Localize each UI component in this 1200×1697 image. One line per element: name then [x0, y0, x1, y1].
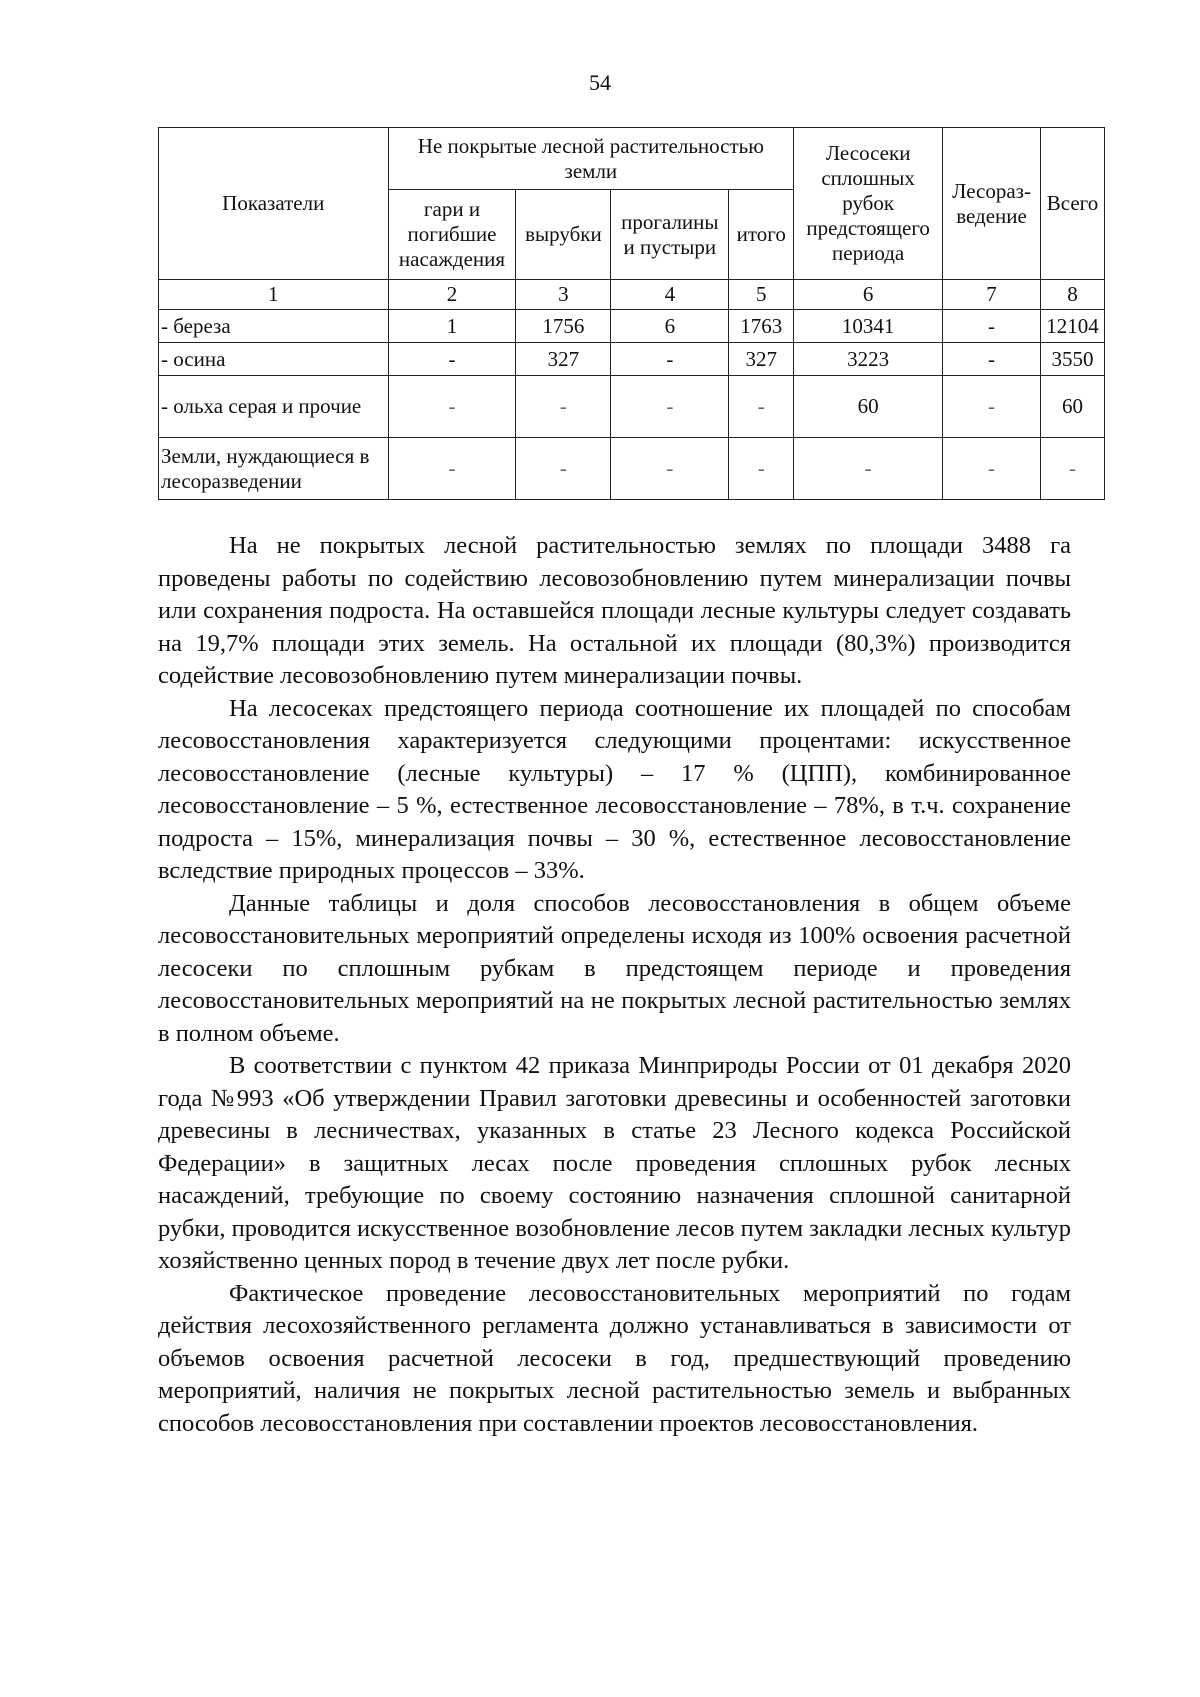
cell-clearcuts: - [516, 376, 611, 438]
cell-afforestation: - [943, 343, 1041, 376]
header-indicators: Показатели [159, 128, 389, 280]
cell-glades: - [611, 438, 729, 500]
cell-cutting: 60 [794, 376, 943, 438]
cell-burned: - [388, 438, 516, 500]
table-row-alder [159, 376, 1105, 438]
table-header-row-1 [159, 128, 1105, 190]
body-text [158, 530, 1071, 1440]
cell-subtotal: - [729, 376, 794, 438]
cell-burned: 1 [388, 310, 516, 343]
column-numbers-row [159, 280, 1105, 310]
cell-burned: - [388, 343, 516, 376]
column-number: 3 [516, 280, 611, 310]
table-row-aspen [159, 343, 1105, 376]
header-clearcuts: вырубки [516, 190, 611, 280]
cell-afforestation: - [943, 310, 1041, 343]
row-label: - ольха серая и прочие [159, 376, 389, 438]
cell-total: 3550 [1041, 343, 1105, 376]
row-label: - осина [159, 343, 389, 376]
header-afforestation: Лесораз-ведение [943, 128, 1041, 280]
paragraph: Данные таблицы и доля способов лесовосстановления в общем объеме лесовосстановительных мероприятий определены исходя из 100% освоения расчетной лесосеки по сплошным рубкам в предстоящем периоде и проведения лесовосстановительных мероприятий на не покрытых лесной растительностью землях в полном объеме. [158, 889, 1071, 1047]
header-not-covered-lands: Не покрытые лесной растительностью земли [388, 128, 794, 190]
row-label: - береза [159, 310, 389, 343]
cell-cutting: 10341 [794, 310, 943, 343]
table-row-birch [159, 310, 1105, 343]
column-number: 2 [388, 280, 516, 310]
cell-subtotal: 1763 [729, 310, 794, 343]
cell-afforestation: - [943, 376, 1041, 438]
cell-glades: 6 [611, 310, 729, 343]
cell-clearcuts: - [516, 438, 611, 500]
paragraph: В соответствии с пунктом 42 приказа Минприроды России от 01 декабря 2020 года №993 «Об утверждении Правил заготовки древесины и особенностей заготовки древесины в лесничествах, указанных в статье 23 Лесного кодекса Российской Федерации» в защитных лесах после проведения сплошных рубок лесных насаждений, требующие по своему состоянию назначения сплошной санитарной рубки, проводится искусственное возобновление лесов путем закладки лесных культур хозяйственно ценных пород в течение двух лет после рубки. [158, 1052, 1072, 1274]
row-label: Земли, нуждающиеся в лесоразведении [159, 438, 389, 500]
cell-total: - [1041, 438, 1105, 500]
column-number: 1 [159, 280, 389, 310]
cell-total: 12104 [1041, 310, 1105, 343]
column-number: 7 [943, 280, 1041, 310]
cell-subtotal: - [729, 438, 794, 500]
cell-clearcuts: 327 [516, 343, 611, 376]
cell-cutting: - [794, 438, 943, 500]
cell-glades: - [611, 343, 729, 376]
header-subtotal: итого [729, 190, 794, 280]
cell-subtotal: 327 [729, 343, 794, 376]
cell-glades: - [611, 376, 729, 438]
forest-restoration-table [158, 127, 1105, 500]
column-number: 4 [611, 280, 729, 310]
page-number: 54 [589, 70, 611, 95]
header-burned: гари и погибшие насаждения [388, 190, 516, 280]
table-row-afforestation-lands [159, 438, 1105, 500]
column-number: 5 [729, 280, 794, 310]
cell-afforestation: - [943, 438, 1041, 500]
header-cutting-areas: Лесосеки сплошных рубок предстоящего периода [794, 128, 943, 280]
header-total: Всего [1041, 128, 1105, 280]
column-number: 6 [794, 280, 943, 310]
cell-clearcuts: 1756 [516, 310, 611, 343]
cell-cutting: 3223 [794, 343, 943, 376]
cell-total: 60 [1041, 376, 1105, 438]
header-glades: прогалины и пустыри [611, 190, 729, 280]
cell-burned: - [388, 376, 516, 438]
column-number: 8 [1041, 280, 1105, 310]
paragraph: На не покрытых лесной растительностью землях по площади 3488 га проведены работы по содействию лесовозобновлению путем минерализации почвы или сохранения подроста. На оставшейся площади лесные культуры следует создавать на 19,7% площади этих земель. На остальной их площади (80,3%) производится содействие лесовозобновлению путем минерализации почвы. [158, 532, 1071, 689]
paragraph: Фактическое проведение лесовосстановительных мероприятий по годам действия лесохозяйственного регламента должно устанавливаться в зависимости от объемов освоения расчетной лесосеки в год, предшествующий проведению мероприятий, наличия не покрытых лесной растительностью земель и выбранных способов лесовосстановления при составлении проектов лесовосстановления. [158, 1279, 1071, 1437]
paragraph: На лесосеках предстоящего периода соотношение их площадей по способам лесовосстановления характеризуется следующими процентами: искусственное лесовосстановление (лесные культуры) – 17 % (ЦПП), комбинированное лесовосстановление – 5 %, естественное лесовосстановление – 78%, в т.ч. сохранение подроста – 15%, минерализация почвы – 30 %, естественное лесовосстановление вследствие природных процессов – 33%. [158, 694, 1071, 884]
